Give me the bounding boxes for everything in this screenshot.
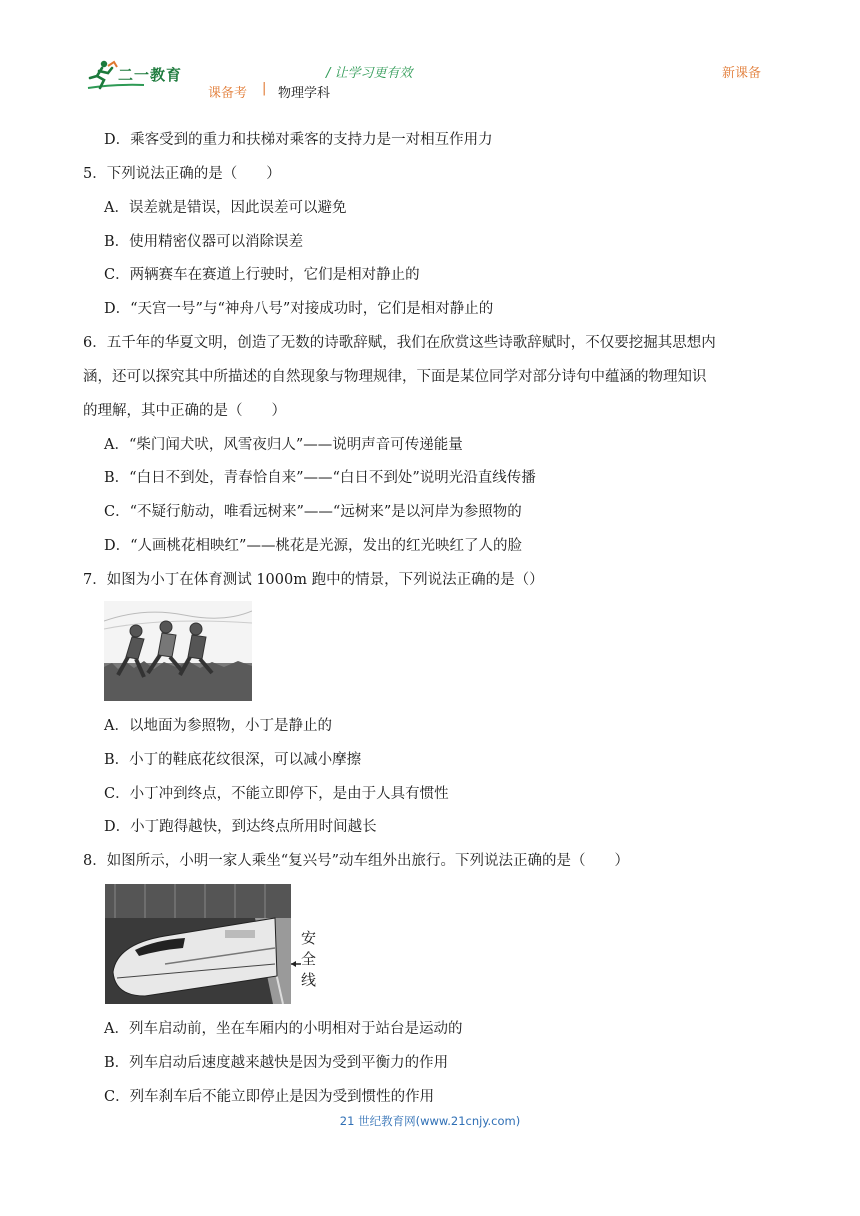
question-6-line-3: 的理解，其中正确的是（ ） [83,403,286,419]
header-separator: | [262,81,267,96]
header-sub-left: 课备考 [208,86,248,101]
q5-option-a: A．误差就是错误，因此误差可以避免 [104,200,347,216]
q6-option-a: A．“柴门闻犬吠，风雪夜归人”——说明声音可传递能量 [104,437,463,453]
question-6-line-1: 6．五千年的华夏文明，创造了无数的诗歌辞赋，我们在欣赏这些诗歌辞赋时，不仅要挖掘其思想内 [83,335,716,351]
safety-label-2: 全 [301,950,317,968]
safety-label-1: 安 [301,929,317,947]
train-figure [105,884,327,1004]
safety-line-label [301,928,316,991]
page-footer: 21 世纪教育网(www.21cnjy.com) [339,1114,521,1128]
q7-option-b: B．小丁的鞋底花纹很深，可以减小摩擦 [104,752,362,768]
question-7: 7．如图为小丁在体育测试 1000m 跑中的情景，下列说法正确的是（） [83,572,544,588]
q8-option-a: A．列车启动前，坐在车厢内的小明相对于站台是运动的 [104,1021,463,1037]
question-5: 5．下列说法正确的是（ ） [83,166,281,182]
safety-label-3: 线 [301,971,317,989]
q5-option-d: D．“天宫一号”与“神舟八号”对接成功时，它们是相对静止的 [104,301,494,317]
slogan: / 让学习更有效 [326,66,413,81]
header-tag: 新课备 [722,66,762,81]
q4-option-d: D．乘客受到的重力和扶梯对乘客的支持力是一对相互作用力 [104,132,493,148]
q6-option-d: D．“人画桃花相映红”——桃花是光源，发出的红光映红了人的脸 [104,538,522,554]
q8-option-b: B．列车启动后速度越来越快是因为受到平衡力的作用 [104,1055,449,1071]
train-photo [105,884,291,1004]
runners-photo [104,601,252,701]
question-8: 8．如图所示，小明一家人乘坐“复兴号”动车组外出旅行。下列说法正确的是（ ） [83,853,630,869]
q6-option-c: C．“不疑行舫动，唯看远树来”——“远树来”是以河岸为参照物的 [104,504,522,520]
q8-option-c: C．列车刹车后不能立即停止是因为受到惯性的作用 [104,1089,435,1105]
page-header [0,0,860,110]
header-subject: 物理学科 [278,86,331,101]
q5-option-b: B．使用精密仪器可以消除误差 [104,234,304,250]
q7-option-c: C．小丁冲到终点，不能立即停下，是由于人具有惯性 [104,786,449,802]
q7-option-d: D．小丁跑得越快，到达终点所用时间越长 [104,819,377,835]
logo-text: 二一教育 [118,66,183,84]
q7-option-a: A．以地面为参照物，小丁是静止的 [104,718,332,734]
question-6-line-2: 涵，还可以探究其中所描述的自然现象与物理规律，下面是某位同学对部分诗句中蕴涵的物理知识 [83,369,707,385]
q6-option-b: B．“白日不到处，青春恰自来”——“白日不到处”说明光沿直线传播 [104,470,536,486]
q5-option-c: C．两辆赛车在赛道上行驶时，它们是相对静止的 [104,267,420,283]
